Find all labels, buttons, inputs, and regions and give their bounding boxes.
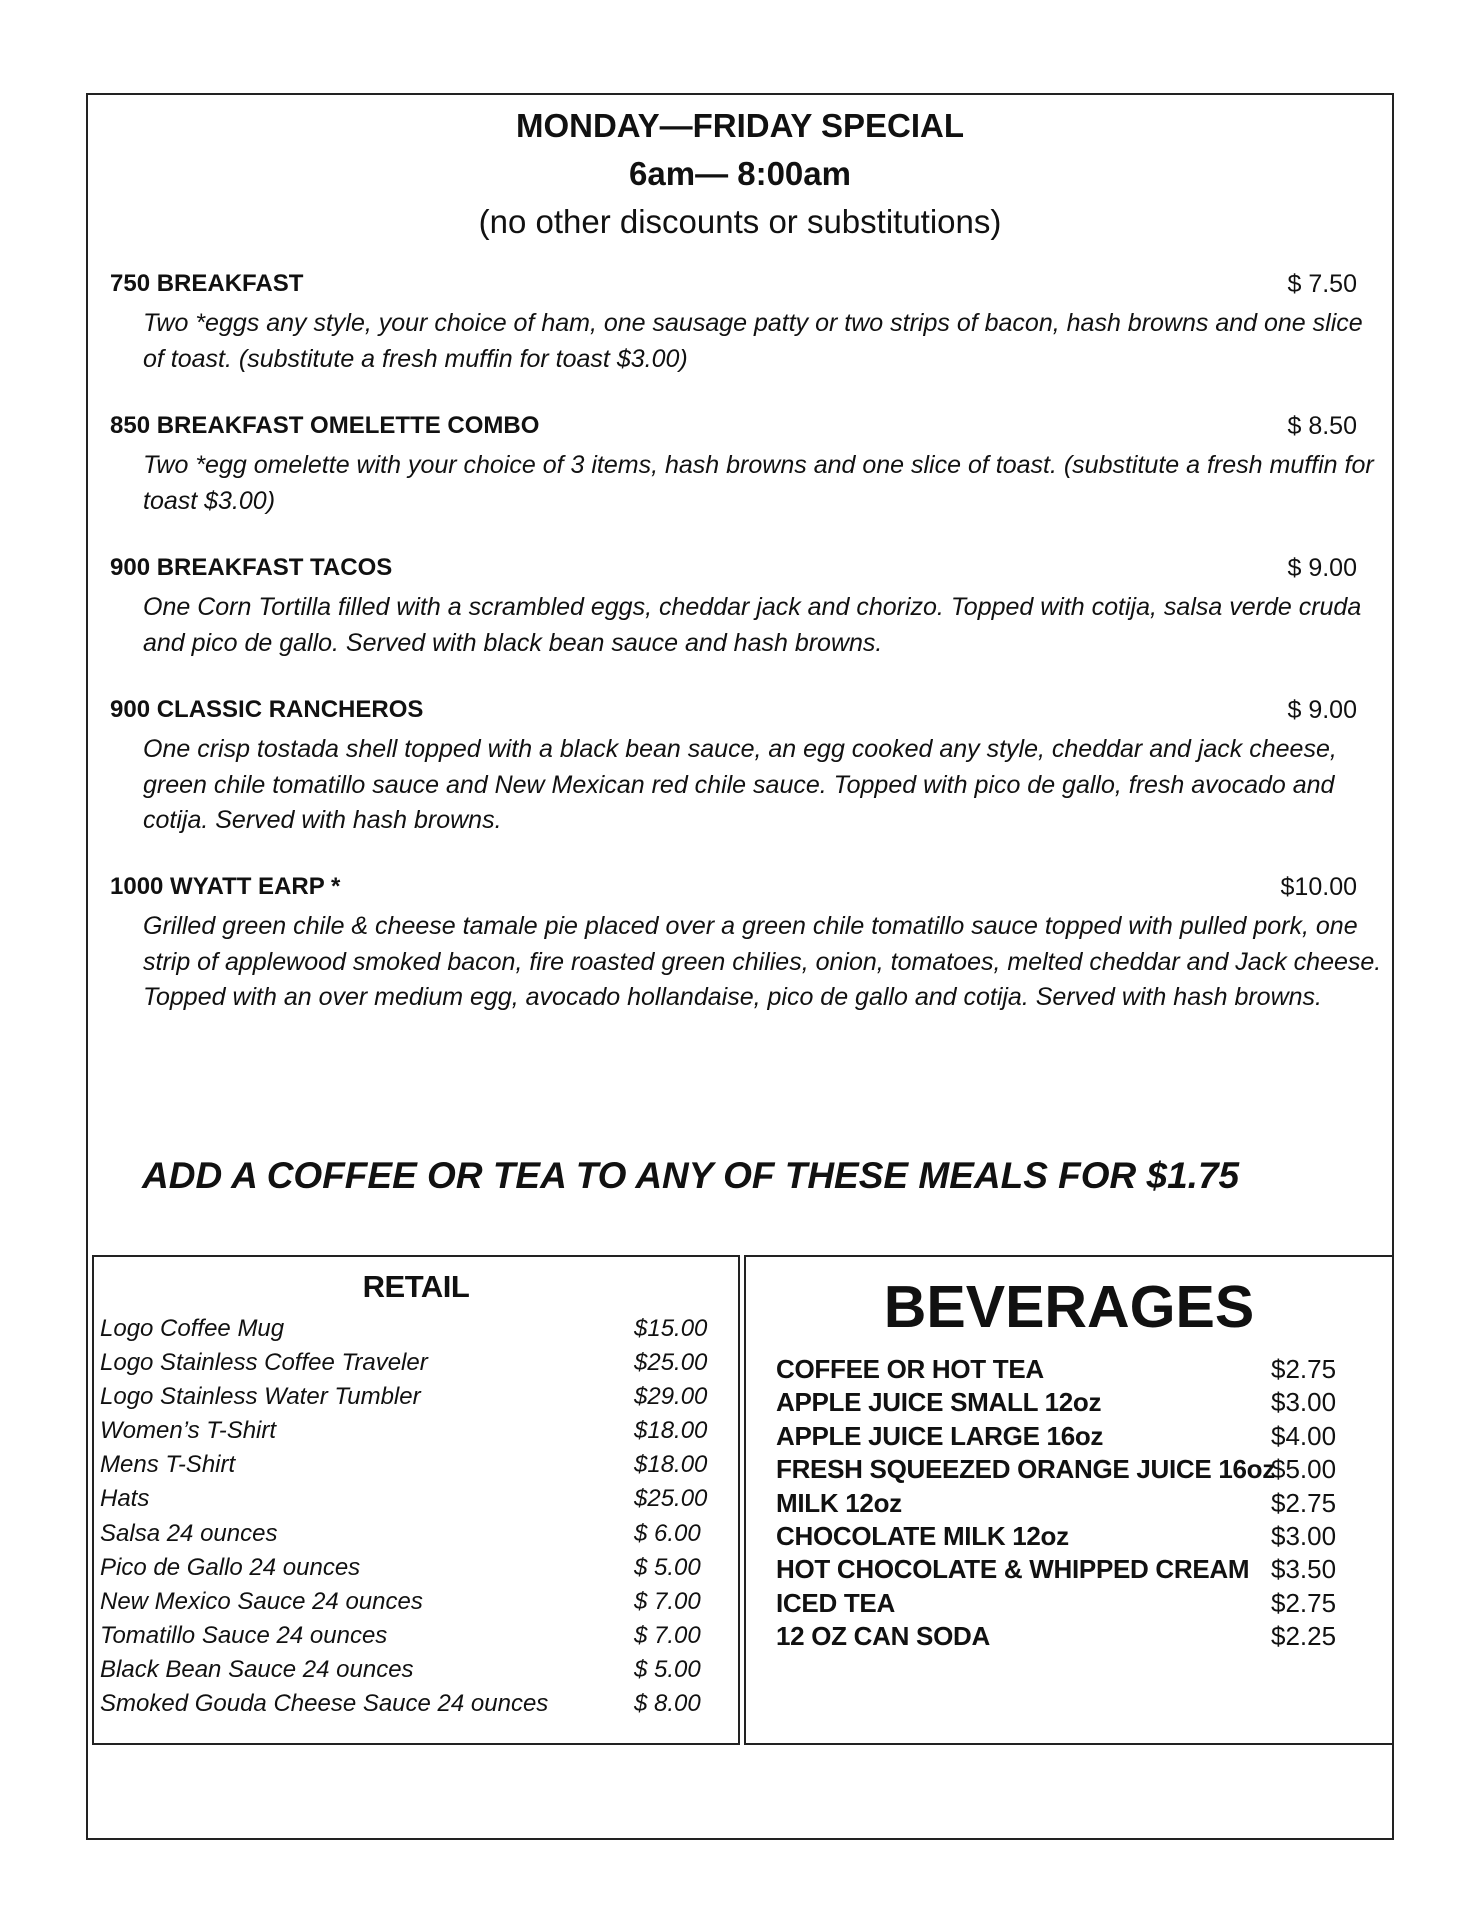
- special-title: MONDAY—FRIDAY SPECIAL: [515, 107, 965, 144]
- menu-item-name: 850 BREAKFAST OMELETTE COMBO: [110, 412, 540, 439]
- menu-item-price: $ 9.00: [1287, 696, 1357, 724]
- retail-item-price: $25.00: [634, 1349, 708, 1377]
- retail-item-price: $25.00: [634, 1485, 708, 1513]
- retail-row: [100, 1379, 720, 1413]
- beverage-row: [776, 1618, 1376, 1651]
- beverage-row: [776, 1451, 1376, 1484]
- beverage-price: $2.75: [1271, 1354, 1337, 1384]
- beverage-name: APPLE JUICE LARGE 16oz: [776, 1420, 1104, 1451]
- retail-item-name: Women’s T-Shirt: [100, 1417, 277, 1445]
- menu-item-description: One crisp tostada shell topped with a black bean sauce, an egg cooked any style, cheddar and jack cheese, green chile tomatillo sauce and New Mexican red chile sauce. Topped with pico de gallo, fresh avocado and cotija. Served with hash browns.: [143, 735, 1337, 834]
- beverages-box: [744, 1255, 1394, 1745]
- beverage-name: ICED TEA: [776, 1587, 895, 1618]
- menu-item-name: 1000 WYATT EARP *: [110, 873, 341, 900]
- menu-item-description: Two *egg omelette with your choice of 3 items, hash browns and one slice of toast. (substitute a fresh muffin for toast $3.00): [143, 451, 1374, 515]
- beverage-row: [776, 1551, 1376, 1584]
- retail-item-name: New Mexico Sauce 24 ounces: [100, 1587, 423, 1615]
- retail-row: [100, 1550, 720, 1584]
- special-hours: 6am— 8:00am: [629, 155, 851, 192]
- retail-row: [100, 1516, 720, 1550]
- menu-item-name: 750 BREAKFAST: [110, 270, 304, 297]
- retail-item-name: Hats: [100, 1485, 150, 1513]
- beverage-row: [776, 1351, 1376, 1384]
- menu-item-price: $ 7.50: [1287, 270, 1357, 298]
- beverage-name: APPLE JUICE SMALL 12oz: [776, 1387, 1102, 1418]
- beverages-list: [776, 1351, 1376, 1652]
- beverage-name: CHOCOLATE MILK 12oz: [776, 1520, 1069, 1551]
- retail-item-name: Mens T-Shirt: [100, 1451, 236, 1479]
- retail-item-price: $18.00: [634, 1451, 708, 1479]
- retail-row: [100, 1413, 720, 1447]
- retail-item-name: Logo Stainless Coffee Traveler: [100, 1349, 428, 1377]
- retail-item-price: $ 5.00: [634, 1553, 701, 1581]
- retail-item-price: $ 8.00: [634, 1690, 701, 1718]
- menu-item-description: One Corn Tortilla filled with a scrambled eggs, cheddar jack and chorizo. Topped with cotija, salsa verde cruda and pico de gallo. Served with black bean sauce and hash browns.: [143, 593, 1362, 657]
- retail-row: [100, 1481, 720, 1515]
- beverage-name: MILK 12oz: [776, 1487, 902, 1518]
- retail-row: [100, 1311, 720, 1345]
- retail-item-price: $ 7.00: [634, 1587, 701, 1615]
- retail-row: [100, 1652, 720, 1686]
- beverage-name: COFFEE OR HOT TEA: [776, 1354, 1044, 1384]
- retail-item-price: $ 5.00: [634, 1655, 701, 1683]
- coffee-promo: ADD A COFFEE OR TEA TO ANY OF THESE MEALS FOR $1.75: [142, 1155, 1240, 1196]
- menu-item-description: Two *eggs any style, your choice of ham, one sausage patty or two strips of bacon, hash browns and one slice of toast. (substitute a fresh muffin for toast $3.00): [143, 309, 1363, 373]
- retail-item-name: Tomatillo Sauce 24 ounces: [100, 1621, 388, 1649]
- retail-row: [100, 1686, 720, 1720]
- beverage-name: HOT CHOCOLATE & WHIPPED CREAM: [776, 1554, 1250, 1585]
- beverage-price: $3.50: [1271, 1554, 1337, 1585]
- beverage-price: $2.75: [1271, 1487, 1337, 1518]
- special-note: (no other discounts or substitutions): [478, 203, 1002, 240]
- beverage-price: $4.00: [1271, 1420, 1337, 1451]
- retail-item-name: Pico de Gallo 24 ounces: [100, 1553, 361, 1581]
- beverage-price: $2.25: [1271, 1621, 1337, 1652]
- retail-item-price: $29.00: [634, 1383, 708, 1411]
- beverage-row: [776, 1518, 1376, 1551]
- menu-item-name: 900 BREAKFAST TACOS: [110, 554, 393, 581]
- menu-item-price: $10.00: [1280, 873, 1357, 901]
- retail-row: [100, 1618, 720, 1652]
- retail-box: [92, 1255, 740, 1745]
- retail-row: [100, 1345, 720, 1379]
- retail-title: RETAIL: [362, 1269, 470, 1304]
- beverage-name: FRESH SQUEEZED ORANGE JUICE 16oz: [776, 1454, 1275, 1485]
- beverage-row: [776, 1485, 1376, 1518]
- retail-list: [100, 1311, 720, 1720]
- retail-item-price: $18.00: [634, 1417, 708, 1445]
- beverage-row: [776, 1418, 1376, 1451]
- retail-item-price: $ 7.00: [634, 1621, 701, 1649]
- menu-item-description: Grilled green chile & cheese tamale pie placed over a green chile tomatillo sauce topped with pulled pork, one strip of applewood smoked bacon, fire roasted green chilies, onion, tomatoes, melted cheddar and Jack cheese. Topped with an over medium egg, avocado hollandaise, pico de gallo and cotija. Served with hash browns.: [143, 912, 1382, 1011]
- retail-item-price: $ 6.00: [634, 1519, 701, 1547]
- menu-item-price: $ 8.50: [1287, 412, 1357, 440]
- menu-item-name: 900 CLASSIC RANCHEROS: [110, 696, 424, 723]
- beverage-row: [776, 1585, 1376, 1618]
- beverage-name: 12 OZ CAN SODA: [776, 1621, 990, 1652]
- menu-frame: [86, 93, 1394, 1840]
- beverage-price: $3.00: [1271, 1387, 1337, 1418]
- beverage-price: $3.00: [1271, 1520, 1337, 1551]
- beverage-price: $5.00: [1271, 1454, 1337, 1485]
- menu-item-price: $ 9.00: [1287, 554, 1357, 582]
- retail-row: [100, 1447, 720, 1481]
- retail-item-name: Logo Coffee Mug: [100, 1315, 285, 1342]
- retail-item-name: Black Bean Sauce 24 ounces: [100, 1655, 414, 1683]
- retail-item-name: Logo Stainless Water Tumbler: [100, 1383, 421, 1411]
- retail-row: [100, 1584, 720, 1618]
- beverage-price: $2.75: [1271, 1587, 1337, 1618]
- retail-item-price: $15.00: [634, 1315, 708, 1342]
- beverages-title: BEVERAGES: [883, 1274, 1255, 1340]
- beverage-row: [776, 1384, 1376, 1417]
- retail-item-name: Smoked Gouda Cheese Sauce 24 ounces: [100, 1690, 549, 1718]
- retail-item-name: Salsa 24 ounces: [100, 1519, 278, 1547]
